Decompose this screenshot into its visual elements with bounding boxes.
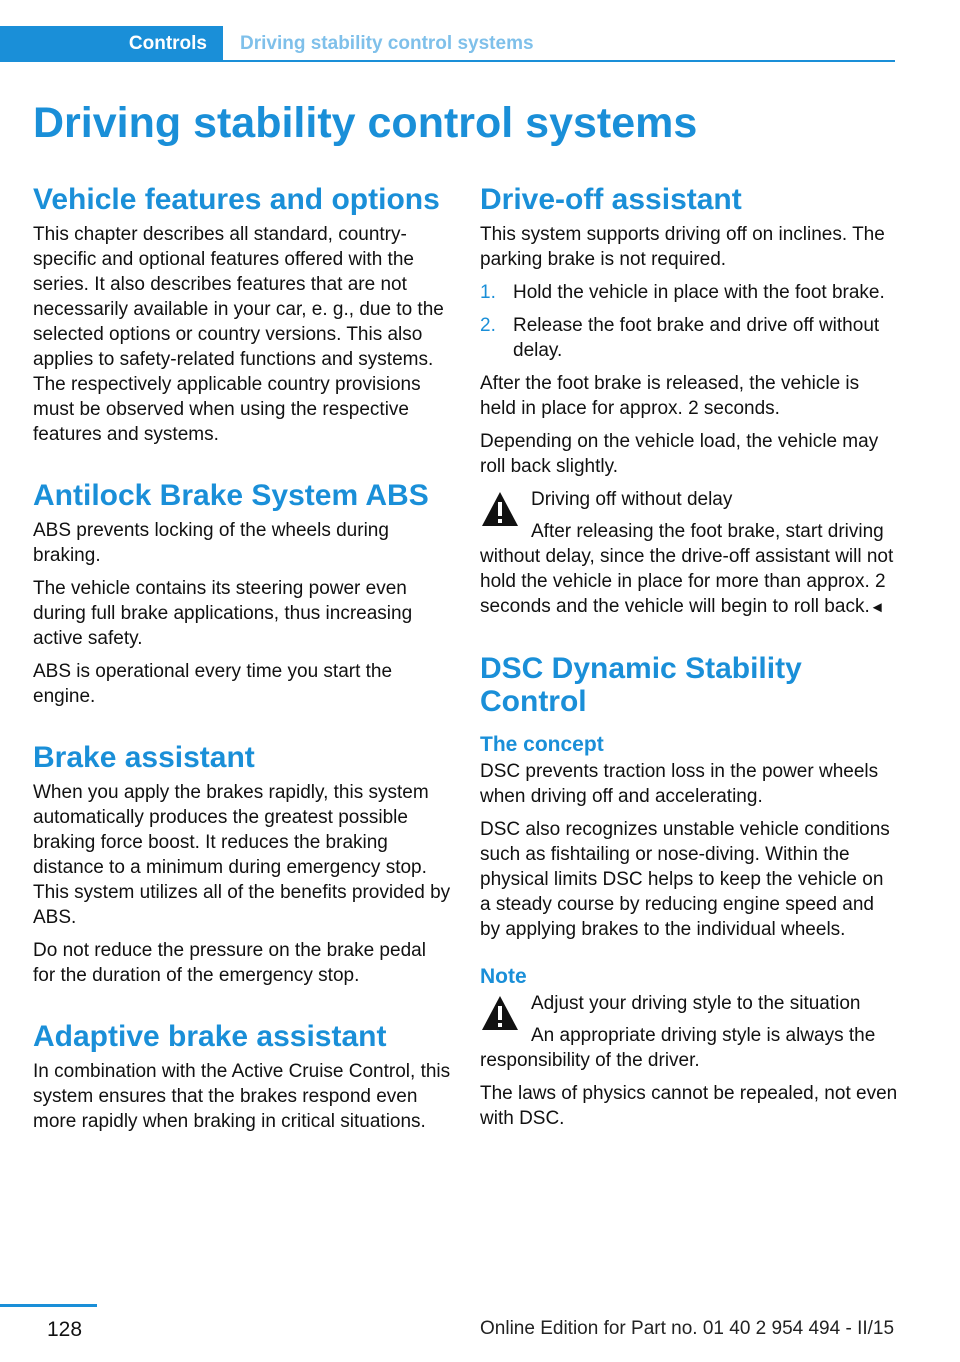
step-number: 1. [480,282,496,303]
warning-title: Adjust your driving style to the situation [531,993,861,1014]
warning-triangle-icon [480,489,520,529]
drive-off-intro: This system supports driving off on inclines. The parking brake is not required. [480,224,885,270]
step-text: Release the foot brake and drive off without delay. [513,315,880,361]
warning-body: An appropriate driving style is always the responsibility of the driver. [480,1025,876,1071]
adaptive-brake-heading: Adaptive brake assistant [33,1020,387,1053]
abs-heading: Antilock Brake System ABS [33,479,429,512]
brake-assistant-heading: Brake assistant [33,741,255,774]
header-rule [223,60,895,62]
drive-off-paragraph-1: After the foot brake is released, the vehicle is held in place for approx. 2 seconds. [480,373,860,419]
adaptive-brake-text: In combination with the Active Cruise Control, this system ensures that the brakes respond even more rapidly when braking in critical situations. [33,1061,451,1132]
dsc-warning [480,991,898,1073]
chapter-tab-label: Driving stability control systems [240,33,534,54]
warning-body [480,519,898,620]
header-tabs [0,26,895,62]
page-number: 128 [47,1318,83,1341]
step-number: 2. [480,315,496,336]
vehicle-features-text: This chapter describes all standard, country-specific and optional features offered with the series. It also describes features that are not necessarily available in your car, e. g., due to the selected options or country versions. This also applies to safety-related functions and systems. The respectively applicable country provisions must be observed when using the respective features and systems. [33,224,444,445]
page-title: Driving stability control systems [33,99,698,147]
warning-triangle-icon [480,993,520,1033]
warning-body-text: After releasing the foot brake, start driving without delay, since the drive-off assistant will not hold the vehicle in place for more than approx. 2 seconds and the vehicle will begin to roll back. [480,521,894,617]
dsc-paragraph-1: DSC prevents traction loss in the power wheels when driving off and accelerating. [480,761,879,807]
end-mark: ◄ [869,599,885,616]
abs-paragraph-3: ABS is operational every time you start the engine. [33,661,393,707]
dsc-paragraph-2: DSC also recognizes unstable vehicle conditions such as fishtailing or nose-diving. Within the physical limits DSC helps to keep the vehicle on a steady course by reducing engine speed and by applying brakes to the individual wheels. [480,819,890,940]
drive-off-warning [480,487,898,620]
section-tab [0,26,223,62]
vehicle-features-heading: Vehicle features and options [33,183,440,216]
concept-heading: The concept [480,733,604,756]
section-tab-label: Controls [128,33,207,54]
abs-paragraph-2: The vehicle contains its steering power even during full brake applications, thus increasing active safety. [33,578,413,649]
drive-off-heading: Drive-off assistant [480,183,742,216]
drive-off-steps [480,280,898,363]
abs-paragraph-1: ABS prevents locking of the wheels during braking. [33,520,389,566]
warning-title: Driving off without delay [531,489,733,510]
step-text: Hold the vehicle in place with the foot brake. [513,282,885,303]
brake-assistant-paragraph-2: Do not reduce the pressure on the brake pedal for the duration of the emergency stop. [33,940,426,986]
step-item [480,313,898,363]
left-column [33,183,451,1142]
dsc-paragraph-3: The laws of physics cannot be repealed, not even with DSC. [480,1083,898,1129]
right-column [480,183,898,1139]
edition-text: Online Edition for Part no. 01 40 2 954 494 - II/15 [480,1318,895,1339]
chapter-tab [240,26,534,62]
dsc-heading: DSC Dynamic Stability Control [480,652,802,718]
step-item [480,280,898,305]
note-heading: Note [480,965,527,988]
footer-rule [0,1304,97,1307]
brake-assistant-paragraph-1: When you apply the brakes rapidly, this system automatically produces the greatest possible braking force boost. It reduces the braking distance to a minimum during emergency stop. This system utilizes all of the benefits provided by ABS. [33,782,451,928]
drive-off-paragraph-2: Depending on the vehicle load, the vehicle may roll back slightly. [480,431,879,477]
